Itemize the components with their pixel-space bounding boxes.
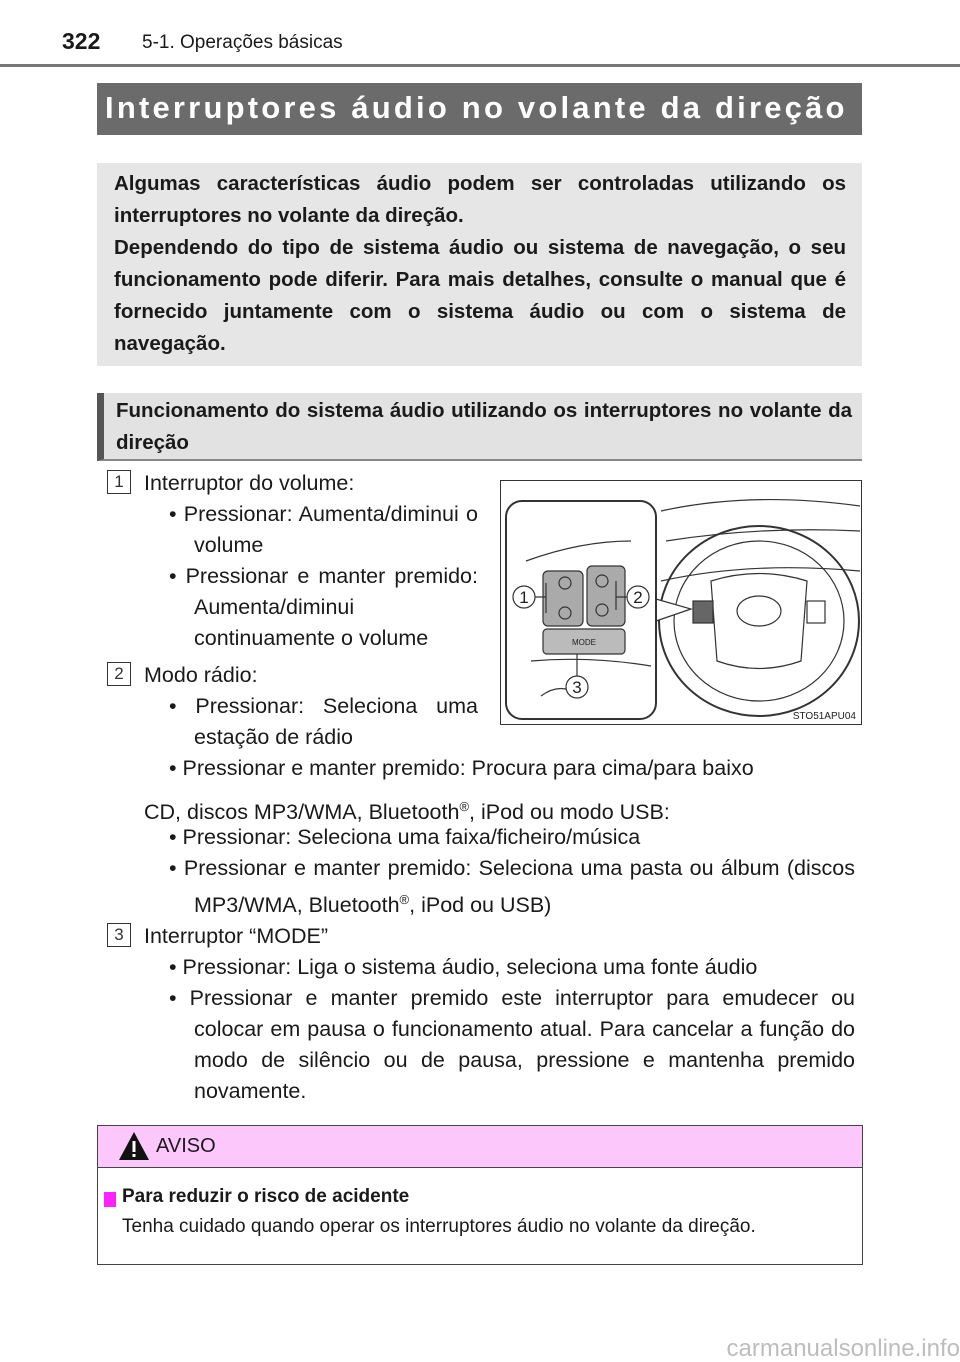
text: • Pressionar e manter premido: Seleciona uma pasta ou álbum (discos MP3/WMA, Bluetooth <box>169 856 855 918</box>
warning-text: Tenha cuidado quando operar os interruptores áudio no volante da direção. <box>122 1216 756 1237</box>
page-title: Interruptores áudio no volante da direção <box>97 83 862 135</box>
bullet: • Pressionar: Aumenta/diminui o volume <box>169 502 478 557</box>
bullet-square-icon <box>104 1192 116 1207</box>
item-title: Modo rádio: <box>144 663 258 687</box>
warning-box <box>97 1125 863 1265</box>
page-number: 322 <box>62 28 101 54</box>
bullet: • Pressionar: Liga o sistema áudio, seleciona uma fonte áudio <box>169 955 758 979</box>
item-2 <box>144 660 478 753</box>
item-3 <box>144 921 855 1107</box>
bullet: • Pressionar e manter premido este interruptor para emudecer ou colocar em pausa o funcionamento atual. Para cancelar a função do modo de silêncio ou de pausa, pressione e mantenha premido novamente. <box>169 986 855 1103</box>
steering-wheel-drawing <box>501 481 860 723</box>
callout-3: 3 <box>572 678 582 697</box>
bullet: • Pressionar: Seleciona uma faixa/ficheiro/música <box>169 825 641 849</box>
callout-1: 1 <box>519 588 529 607</box>
intro-text: Algumas características áudio podem ser controladas utilizando os interruptores no volante da direção. <box>114 172 846 227</box>
text: , iPod ou USB) <box>409 893 552 918</box>
warning-heading: Para reduzir o risco de acidente <box>122 1186 410 1207</box>
intro-box <box>97 163 862 366</box>
text: CD, discos MP3/WMA, Bluetooth <box>144 800 460 825</box>
item-title: Interruptor “MODE” <box>144 924 328 948</box>
bullet: • Pressionar: Seleciona uma estação de rádio <box>169 694 478 749</box>
item-2b <box>169 822 855 921</box>
figure-code: STO51APU04 <box>792 711 856 722</box>
warning-header <box>98 1126 862 1168</box>
registered-mark: ® <box>459 799 470 814</box>
watermark: carmanualsonline.info <box>726 1335 960 1362</box>
subheading: Funcionamento do sistema áudio utilizando os interruptores no volante da direção <box>97 393 862 461</box>
intro-text: Dependendo do tipo de sistema áudio ou sistema de navegação, o seu funcionamento pode diferir. Para mais detalhes, consulte o manual que é fornecido juntamente com o sistema áudio ou com o sistema de navegação. <box>114 236 846 355</box>
item-title: Interruptor do volume: <box>144 471 355 495</box>
warning-label: AVISO <box>156 1135 216 1157</box>
item-number: 2 <box>107 662 131 686</box>
warning-triangle-icon <box>118 1131 150 1161</box>
callout-2: 2 <box>633 588 643 607</box>
text: , iPod ou modo USB: <box>469 800 670 825</box>
mode-button-label: MODE <box>572 638 596 647</box>
bullet <box>169 853 855 921</box>
bullet: • Pressionar e manter premido: Procura para cima/para baixo <box>169 756 754 780</box>
section-title: 5-1. Operações básicas <box>142 32 343 53</box>
bullet: • Pressionar e manter premido: Aumenta/diminui continuamente o volume <box>169 564 478 650</box>
registered-mark: ® <box>399 892 410 907</box>
header-divider <box>0 64 960 67</box>
item-number: 3 <box>107 923 131 947</box>
item-1 <box>144 468 478 654</box>
item-number: 1 <box>107 470 131 494</box>
steering-switch-illustration <box>500 480 862 725</box>
